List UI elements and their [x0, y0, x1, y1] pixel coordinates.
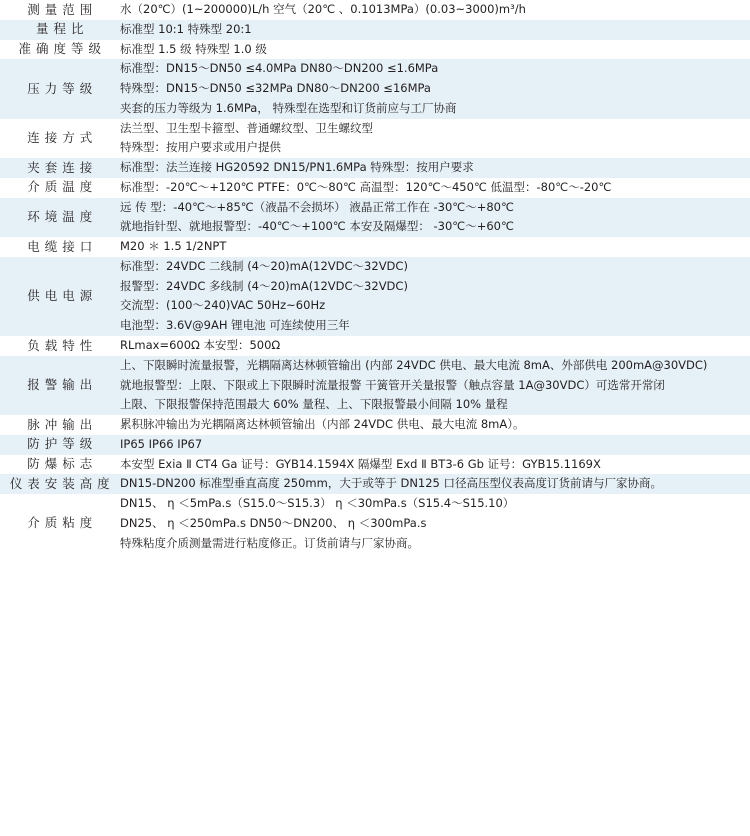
- spec-row-value: [120, 158, 750, 178]
- spec-row-label: 介 质 温 度: [27, 179, 93, 195]
- spec-row-value: [120, 237, 750, 257]
- spec-row-label: 电 缆 接 口: [27, 238, 93, 254]
- spec-row-label: 环 境 温 度: [27, 209, 93, 225]
- spec-value-line: 上、下限瞬时流量报警，光耦隔离达林顿管输出 (内部 24VDC 供电、最大电流 8mA、外部供电 200mA@30VDC): [120, 357, 708, 372]
- spec-row-value: [120, 178, 750, 198]
- spec-value-line: 交流型：(100～240)VAC 50Hz~60Hz: [120, 298, 326, 313]
- spec-value-line: 上限、下限报警保持范围最大 60% 量程、上、下限报警最小间隔 10% 量程: [120, 397, 508, 412]
- spec-value-line: 夹套的压力等级为 1.6MPa， 特殊型在选型和订货前应与工厂协商: [120, 100, 457, 115]
- spec-row: [0, 59, 750, 118]
- spec-value-line: 水（20℃）(1~200000)L/h 空气（20℃ 、0.1013MPa）(0.03~3000)m³/h: [120, 2, 526, 16]
- spec-row: [0, 119, 750, 159]
- spec-row-value: [120, 59, 750, 118]
- spec-row-label: 仪 表 安 装 高 度: [9, 475, 111, 491]
- spec-row-value: [120, 119, 750, 159]
- spec-row-value: [120, 415, 750, 435]
- spec-row: [0, 20, 750, 40]
- spec-row: [0, 415, 750, 435]
- spec-row-label: 量 程 比: [36, 21, 84, 37]
- spec-value-line: 远 传 型：-40℃～+85℃（液晶不会损坏） 液晶正常工作在 -30℃～+80℃: [120, 199, 514, 214]
- spec-row-label: 连 接 方 式: [27, 129, 93, 145]
- spec-value-line: DN15-DN200 标准型垂直高度 250mm，大于或等于 DN125 口径高压型仪表高度订货前请与厂家协商。: [120, 476, 663, 491]
- spec-row-label: 介 质 粘 度: [27, 515, 93, 531]
- spec-row-label: 防 爆 标 志: [27, 456, 93, 472]
- spec-row-value: [120, 455, 750, 475]
- spec-row: [0, 158, 750, 178]
- spec-row-label: 准 确 度 等 级: [18, 41, 102, 57]
- spec-value-line: 本安型 Exia Ⅱ CT4 Ga 证号：GYB14.1594X 隔爆型 Exd Ⅱ BT3-6 Gb 证号：GYB15.1169X: [120, 456, 601, 471]
- spec-value-line: IP65 IP66 IP67: [120, 436, 203, 451]
- spec-value-line: 法兰型、卫生型卡箍型、普通螺纹型、卫生螺纹型: [120, 120, 373, 135]
- spec-row: [0, 178, 750, 198]
- spec-row: [0, 198, 750, 238]
- spec-row-label: 防 护 等 级: [27, 436, 93, 452]
- spec-value-line: 标准型：DN15～DN50 ≤4.0MPa DN80～DN200 ≤1.6MPa: [120, 61, 439, 76]
- spec-row: [0, 494, 750, 553]
- spec-row: [0, 237, 750, 257]
- spec-value-line: 电池型：3.6V@9AH 锂电池 可连续使用三年: [120, 318, 350, 333]
- spec-row: [0, 40, 750, 60]
- spec-value-line: RLmax=600Ω 本安型：500Ω: [120, 338, 281, 353]
- spec-value-line: DN15、 η ＜5mPa.s（S15.0～S15.3） η ＜30mPa.s（S15.4～S15.10）: [120, 496, 515, 511]
- spec-value-line: 标准型：-20℃～+120℃ PTFE：0℃～80℃ 高温型：120℃～450℃ 低温型：-80℃～-20℃: [120, 179, 612, 194]
- spec-value-line: 就地指针型、就地报警型：-40℃～+100℃ 本安及隔爆型： -30℃～+60℃: [120, 219, 514, 234]
- spec-row-value: [120, 257, 750, 336]
- spec-row-label: 负 载 特 性: [27, 337, 93, 353]
- spec-value-line: 累积脉冲输出为光耦隔离达林顿管输出（内部 24VDC 供电、最大电流 8mA）。: [120, 417, 525, 432]
- spec-row-label: 压 力 等 级: [27, 80, 93, 96]
- spec-value-line: 就地报警型：上限、下限或上下限瞬时流量报警 干簧管开关量报警（触点容量 1A@30VDC）可选常开常闭: [120, 377, 665, 392]
- spec-row-value: [120, 20, 750, 40]
- spec-row: [0, 455, 750, 475]
- spec-row-label: 夹 套 连 接: [27, 159, 93, 175]
- spec-row-value: [120, 356, 750, 415]
- spec-row: [0, 474, 750, 494]
- spec-row-value: [120, 435, 750, 455]
- spec-value-line: 特殊粘度介质测量需进行粘度修正。订货前请与厂家协商。: [120, 535, 419, 550]
- spec-row-value: [120, 40, 750, 60]
- spec-row-value: [120, 198, 750, 238]
- spec-row: [0, 257, 750, 336]
- spec-row: [0, 356, 750, 415]
- spec-row-label: 测 量 范 围: [27, 1, 93, 17]
- spec-value-line: 标准型：法兰连接 HG20592 DN15/PN1.6MPa 特殊型：按用户要求: [120, 160, 474, 175]
- spec-value-line: 特殊型：DN15～DN50 ≤32MPa DN80～DN200 ≤16MPa: [120, 81, 431, 96]
- spec-row: [0, 0, 750, 20]
- spec-value-line: 标准型 10:1 特殊型 20:1: [120, 21, 252, 36]
- spec-row-label: 报 警 输 出: [27, 377, 93, 393]
- spec-row-label: 供 电 电 源: [27, 288, 93, 304]
- spec-row: [0, 435, 750, 455]
- spec-row-label: 脉 冲 输 出: [27, 416, 93, 432]
- spec-value-line: M20 ＊ 1.5 1/2NPT: [120, 239, 227, 254]
- spec-row-value: [120, 494, 750, 553]
- spec-row-value: [120, 336, 750, 356]
- spec-value-line: 特殊型：按用户要求或用户提供: [120, 140, 281, 155]
- spec-row-value: [120, 0, 750, 20]
- spec-row-value: [120, 474, 750, 494]
- spec-value-line: DN25、 η ＜250mPa.s DN50～DN200、 η ＜300mPa.s: [120, 515, 427, 530]
- spec-value-line: 标准型 1.5 级 特殊型 1.0 级: [120, 41, 267, 56]
- spec-value-line: 标准型：24VDC 二线制 (4～20)mA(12VDC～32VDC): [120, 258, 408, 273]
- spec-value-line: 报警型：24VDC 多线制 (4～20)mA(12VDC～32VDC): [120, 278, 408, 293]
- spec-row: [0, 336, 750, 356]
